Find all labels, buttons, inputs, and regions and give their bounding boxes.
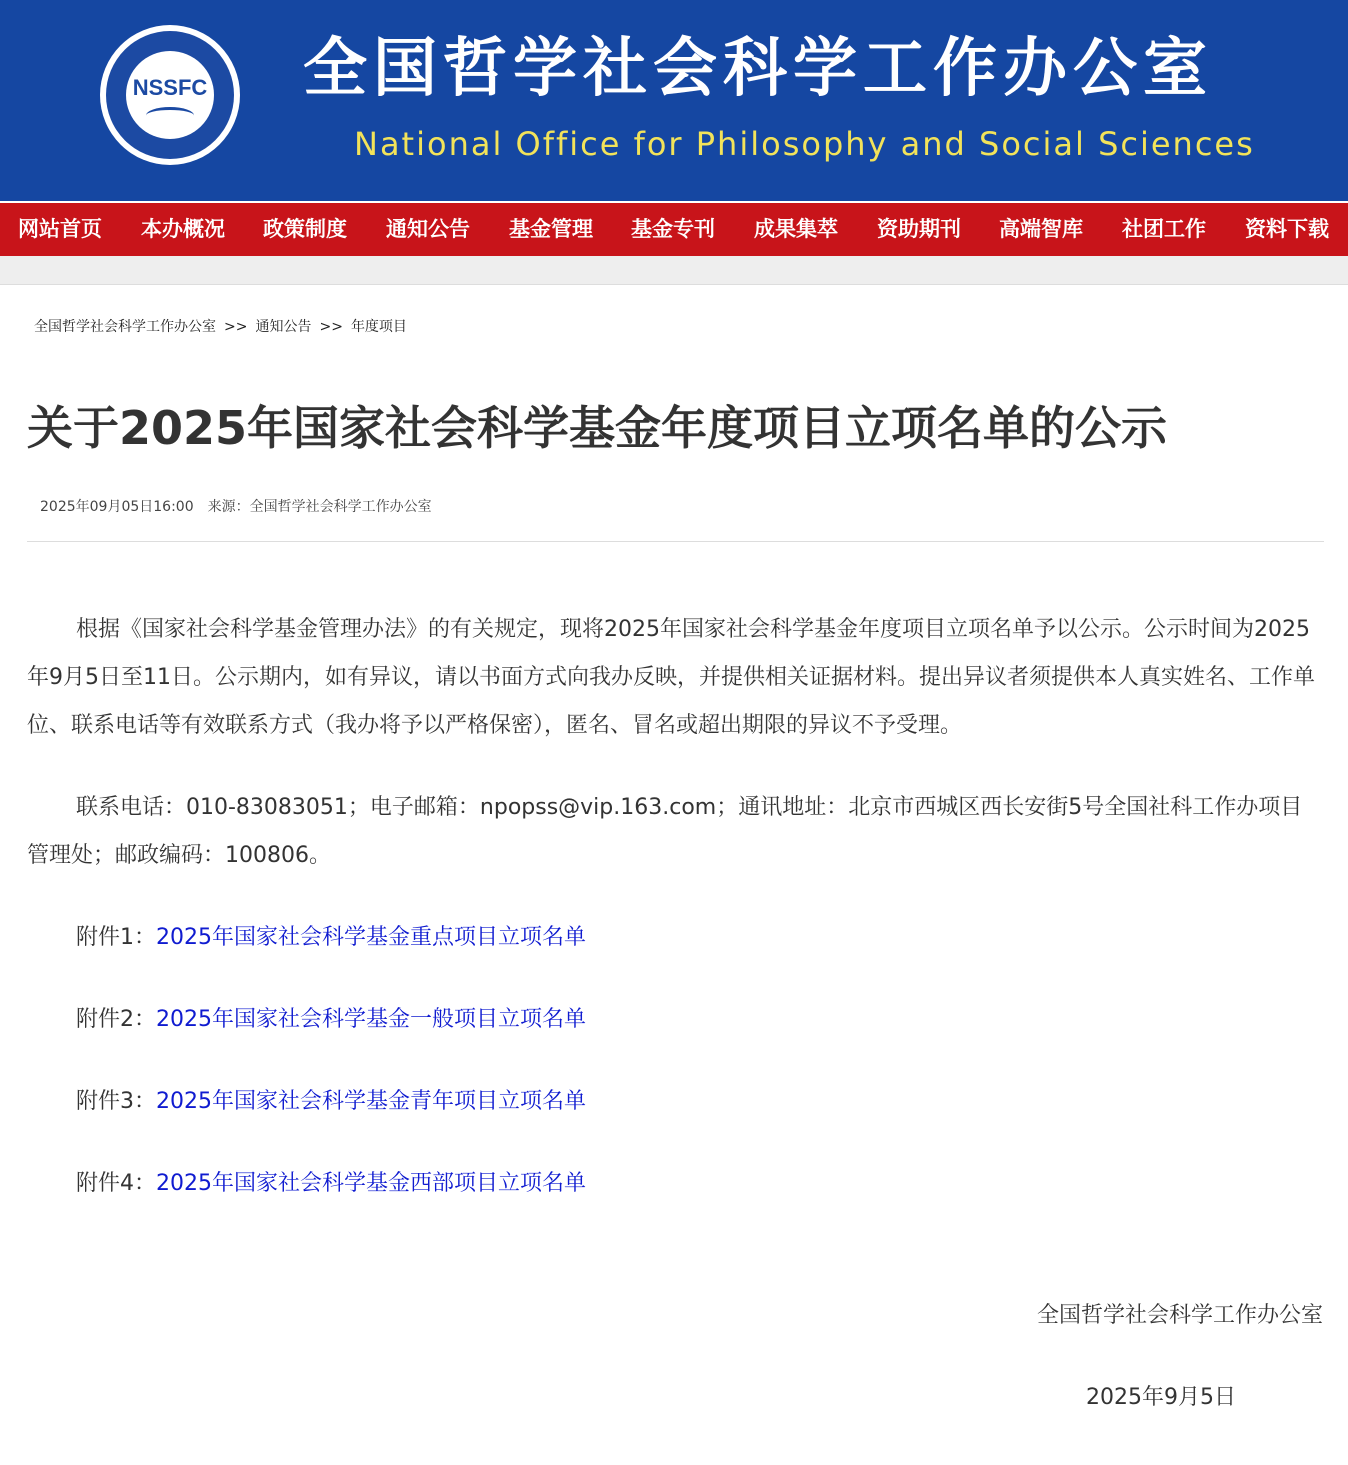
attachment-item xyxy=(27,1078,1317,1126)
site-banner xyxy=(0,0,1348,201)
attachment-item xyxy=(27,1160,1317,1208)
site-title: 全国哲学社会科学工作办公室 xyxy=(303,32,1213,106)
attachment-item xyxy=(27,914,1317,962)
sub-bar xyxy=(0,256,1348,285)
signature-office: 全国哲学社会科学工作办公室 xyxy=(1036,1303,1323,1328)
attachment-link-youth-projects[interactable]: 2025年国家社会科学基金青年项目立项名单 xyxy=(156,1089,586,1114)
nav-item-about[interactable]: 本办概况 xyxy=(141,217,225,241)
site-subtitle: National Office for Philosophy and Social Sciences xyxy=(354,125,1255,163)
nav-item-policy[interactable]: 政策制度 xyxy=(263,217,347,241)
nav-item-achievements[interactable]: 成果集萃 xyxy=(754,217,838,241)
attachment-label: 附件1： xyxy=(76,925,156,950)
attachment-label: 附件2： xyxy=(76,1007,156,1032)
nssfc-logo[interactable] xyxy=(100,25,240,165)
body-paragraph-notice: 根据《国家社会科学基金管理办法》的有关规定，现将2025年国家社会科学基金年度项目立项名单予以公示。公示时间为2025年9月5日至11日。公示期内，如有异议，请以书面方式向我办反映，并提供相关证据材料。提出异议者须提供本人真实姓名、工作单位、联系电话等有效联系方式（我办将予以严格保密），匿名、冒名或超出期限的异议不予受理。 xyxy=(27,617,1315,738)
attachment-link-key-projects[interactable]: 2025年国家社会科学基金重点项目立项名单 xyxy=(156,925,586,950)
publish-date: 2025年09月05日16:00 xyxy=(40,499,194,515)
signature-date: 2025年9月5日 xyxy=(1086,1385,1236,1410)
nav-item-notices[interactable]: 通知公告 xyxy=(386,217,470,241)
nav-item-funded-journals[interactable]: 资助期刊 xyxy=(877,217,961,241)
breadcrumb-notices[interactable]: 通知公告 xyxy=(255,319,312,335)
book-icon xyxy=(146,107,194,124)
nav-item-downloads[interactable]: 资料下载 xyxy=(1245,217,1329,241)
article-title: 关于2025年国家社会科学基金年度项目立项名单的公示 xyxy=(27,401,1168,455)
breadcrumb-annual-projects[interactable]: 年度项目 xyxy=(350,319,407,335)
logo-abbr: NSSFC xyxy=(132,75,208,100)
attachment-label: 附件4： xyxy=(76,1171,156,1196)
main-nav xyxy=(0,201,1348,256)
nav-item-associations[interactable]: 社团工作 xyxy=(1122,217,1206,241)
breadcrumb-separator: >> xyxy=(224,319,248,335)
nav-item-think-tanks[interactable]: 高端智库 xyxy=(999,217,1083,241)
nav-item-fund-management[interactable]: 基金管理 xyxy=(509,217,593,241)
breadcrumb xyxy=(34,316,407,336)
body-paragraph-contact: 联系电话：010-83083051；电子邮箱：npopss@vip.163.com；通讯地址：北京市西城区西长安街5号全国社科工作办项目管理处；邮政编码：100806。 xyxy=(27,795,1303,868)
nav-item-fund-journal[interactable]: 基金专刊 xyxy=(631,217,715,241)
divider xyxy=(27,541,1324,542)
article-source: 来源：全国哲学社会科学工作办公室 xyxy=(207,499,432,515)
nav-item-home[interactable]: 网站首页 xyxy=(18,217,102,241)
article-meta xyxy=(40,496,432,516)
attachment-label: 附件3： xyxy=(76,1089,156,1114)
article-body xyxy=(27,606,1317,1208)
attachment-link-general-projects[interactable]: 2025年国家社会科学基金一般项目立项名单 xyxy=(156,1007,586,1032)
breadcrumb-separator: >> xyxy=(319,319,343,335)
breadcrumb-home[interactable]: 全国哲学社会科学工作办公室 xyxy=(34,319,216,335)
attachment-item xyxy=(27,996,1317,1044)
attachment-link-western-projects[interactable]: 2025年国家社会科学基金西部项目立项名单 xyxy=(156,1171,586,1196)
